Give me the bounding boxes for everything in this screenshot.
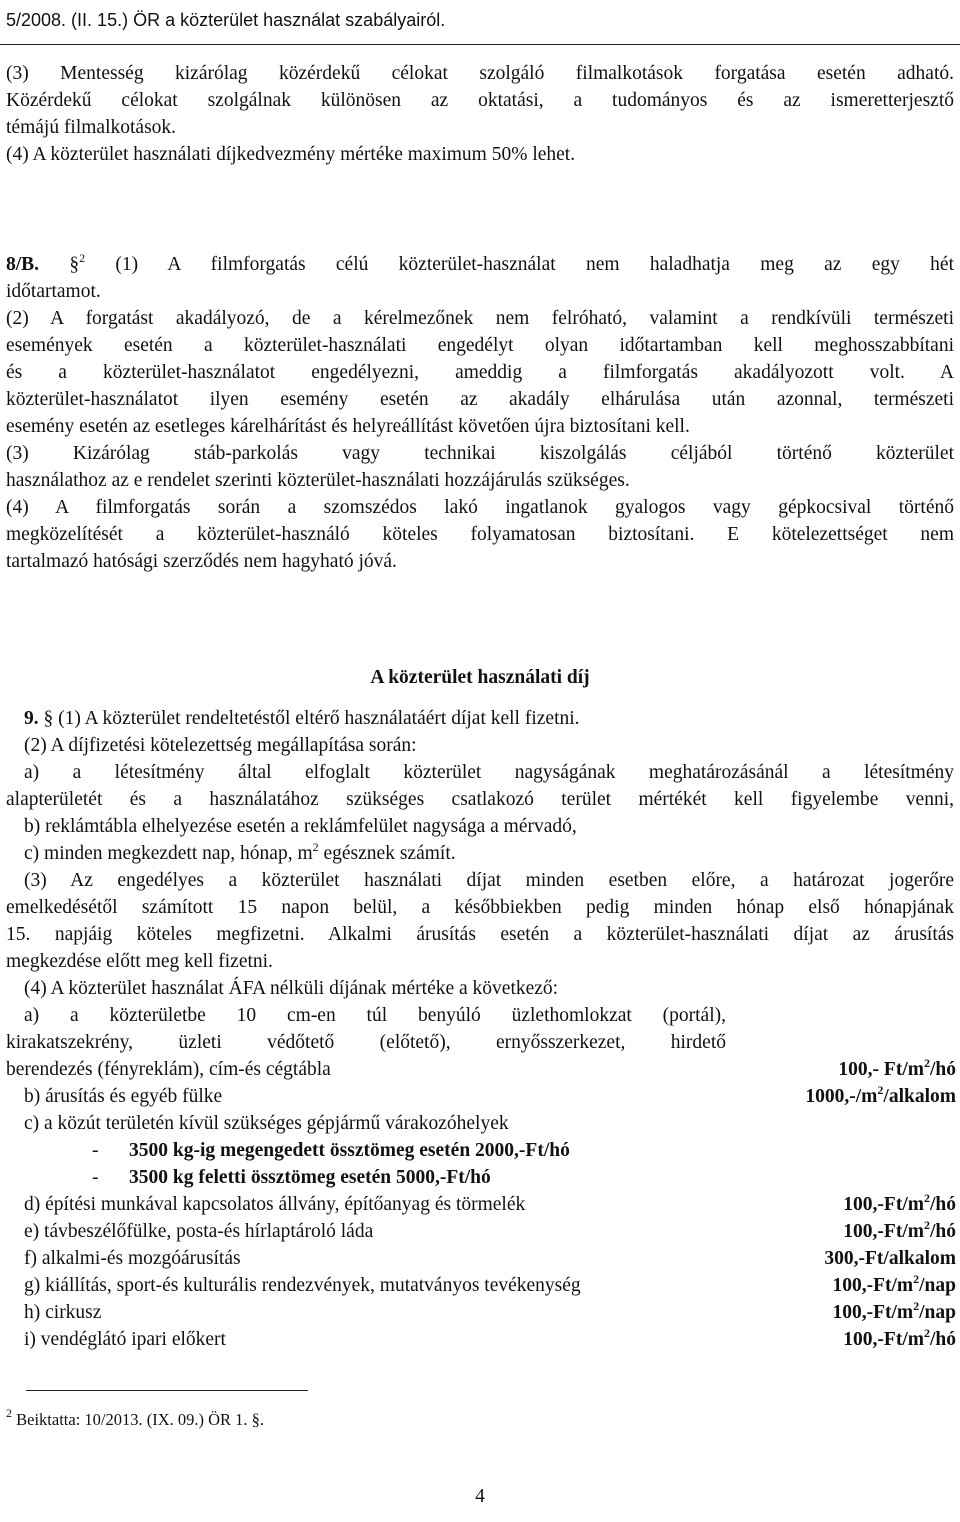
fee-value: $100,-Ft/m^2$/nap <box>832 1272 956 1296</box>
para-line: események esetén a közterület-használati engedélyt olyan időtartamban kell meghosszabbítani <box>6 335 954 356</box>
para-line: tartalmazó hatósági szerződés nem hagyható jóvá. <box>6 551 397 572</box>
fee-value: 300,-Ft/alkalom <box>824 1248 956 1269</box>
fee-row-a-line1: a) a közterületbe 10 cm-en túl benyúló üzlethomlokzat (portál), <box>24 1005 726 1026</box>
fee-label: c) a közút területén kívül szükséges gépjármű várakozóhelyek <box>24 1113 509 1134</box>
fee-label: berendezés (fényreklám), cím-és cégtábla <box>6 1059 331 1080</box>
section-text: § (1) A közterület rendeltetéstől eltérő használatáért díjat kell fizetni. <box>43 708 580 729</box>
fee-value: $100,-Ft/m^2$/nap <box>832 1299 956 1323</box>
para-line: (4) A közterület használati díjkedvezmény mértéke maximum 50% lehet. <box>6 144 576 165</box>
section-number: 8/B. <box>6 254 40 275</box>
para-line: megkezdése előtt meg kell fizetni. <box>6 951 273 972</box>
para-line: esemény esetén az esetleges kárelhárítást és helyreállítást követően újra biztosítani kell. <box>6 416 690 437</box>
para-line: (2) A díjfizetési kötelezettség megállapítása során: <box>24 735 417 756</box>
para-line: (4) A közterület használat ÁFA nélküli díjának mértéke a következő: <box>24 978 559 999</box>
para-line: b) reklámtábla elhelyezése esetén a reklámfelület nagysága a mérvadó, <box>24 816 577 837</box>
para-line: időtartamot. <box>6 281 101 302</box>
fee-label: e) távbeszélőfülke, posta-és hírlaptároló láda <box>24 1221 374 1242</box>
footnote <box>6 1406 265 1430</box>
fee-label: b) árusítás és egyéb fülke <box>24 1086 223 1107</box>
fee-value: $1000,-/m^2$/alkalom <box>805 1083 956 1107</box>
fee-label: 3500 kg-ig megengedett össztömeg esetén 2000,-Ft/hó <box>129 1140 570 1161</box>
fee-value: $100,-Ft/m^2/hó$ <box>843 1191 956 1215</box>
para-line: alapterületét és a használatához szükséges csatlakozó terület mértékét kell figyelembe venni, <box>6 789 954 810</box>
fee-row-a-line2: kirakatszekrény, üzleti védőtető (előtető), ernyősszerkezet, hirdető <box>6 1032 726 1053</box>
fee-label: d) építési munkával kapcsolatos állvány, építőanyag és törmelék <box>24 1194 526 1215</box>
footnote-number: 2 <box>6 1406 12 1420</box>
page-number: 4 <box>475 1486 485 1507</box>
superscript: 2 <box>312 840 319 854</box>
fee-label: f) alkalmi-és mozgóárusítás <box>24 1248 241 1269</box>
para-line: témájú filmalkotások. <box>6 117 177 138</box>
para-line: (3) Kizárólag stáb-parkolás vagy technikai kiszolgálás céljából történő közterület <box>6 443 954 464</box>
footnote-text: Beiktatta: 10/2013. (IX. 09.) ÖR 1. §. <box>12 1410 265 1429</box>
section-9-title <box>24 705 954 732</box>
fee-value: $100,-Ft/m^2/hó$ <box>843 1218 956 1242</box>
para-line: emelkedésétől számított 15 napon belül, a későbbiekben pedig minden hónap első hónapjának <box>6 897 954 918</box>
para-line: megközelítését a közterület-használó köteles folyamatosan biztosítani. E kötelezettséget nem <box>6 524 954 545</box>
section-number: 9. <box>24 708 39 729</box>
section-heading: A közterület használati díj <box>370 667 590 688</box>
header-divider <box>0 44 960 45</box>
para-line: (4) A filmforgatás során a szomszédos lakó ingatlanok gyalogos vagy gépkocsival történő <box>6 497 954 518</box>
section-8b-title <box>6 251 954 278</box>
para-line: (2) A forgatást akadályozó, de a kérelmezőnek nem felróható, valamint a rendkívüli természeti <box>6 308 954 329</box>
fee-label: i) vendéglátó ipari előkert <box>24 1329 226 1350</box>
para-line: és a közterület-használatot engedélyezni, ameddig a filmforgatás akadályozott volt. A <box>6 362 954 383</box>
para-line <box>24 840 954 867</box>
footnote-ref: 2 <box>79 251 86 265</box>
para-line: (3) Mentesség kizárólag közérdekű célokat szolgáló filmalkotások forgatása esetén adható. <box>6 63 954 84</box>
para-line: (3) Az engedélyes a közterület használati díjat minden esetben előre, a határozat jogerőre <box>24 870 954 891</box>
para-line: Közérdekű célokat szolgálnak különösen az oktatási, a tudományos és az ismeretterjesztő <box>6 90 954 111</box>
para-line: használathoz az e rendelet szerinti közterület-használati hozzájárulás szükséges. <box>6 470 630 491</box>
para-line: közterület-használatot ilyen esemény esetén az akadály elhárulása után azonnal, természeti <box>6 389 954 410</box>
section-sign: § <box>69 254 80 275</box>
para-text: c) minden megkezdett nap, hónap, m <box>24 843 313 864</box>
fee-label: 3500 kg feletti össztömeg esetén 5000,-Ft/hó <box>129 1167 491 1188</box>
fee-label: g) kiállítás, sport-és kulturális rendezvények, mutatványos tevékenység <box>24 1275 581 1296</box>
para-line: a) a létesítmény által elfoglalt közterület nagyságának meghatározásánál a létesítmény <box>24 762 954 783</box>
list-dash: - <box>92 1167 99 1188</box>
page-header <box>6 4 954 38</box>
para-line: 15. napjáig köteles megfizetni. Alkalmi árusítás esetén a közterület-használati díjat az árusítás <box>6 924 954 945</box>
fee-value: $100,-Ft/m^2/hó$ <box>843 1326 956 1350</box>
para-text: egésznek számít. <box>318 843 456 864</box>
section-text: (1) A filmforgatás célú közterület-használat nem haladhatja meg az egy hét <box>115 254 954 275</box>
fee-value: 100,- $Ft/m^2/hó$ <box>838 1056 956 1080</box>
fee-label: h) cirkusz <box>24 1302 102 1323</box>
header-title: 5/2008. (II. 15.) ÖR a közterület használat szabályairól. <box>6 10 446 30</box>
footnote-divider <box>26 1390 308 1391</box>
list-dash: - <box>92 1140 99 1161</box>
